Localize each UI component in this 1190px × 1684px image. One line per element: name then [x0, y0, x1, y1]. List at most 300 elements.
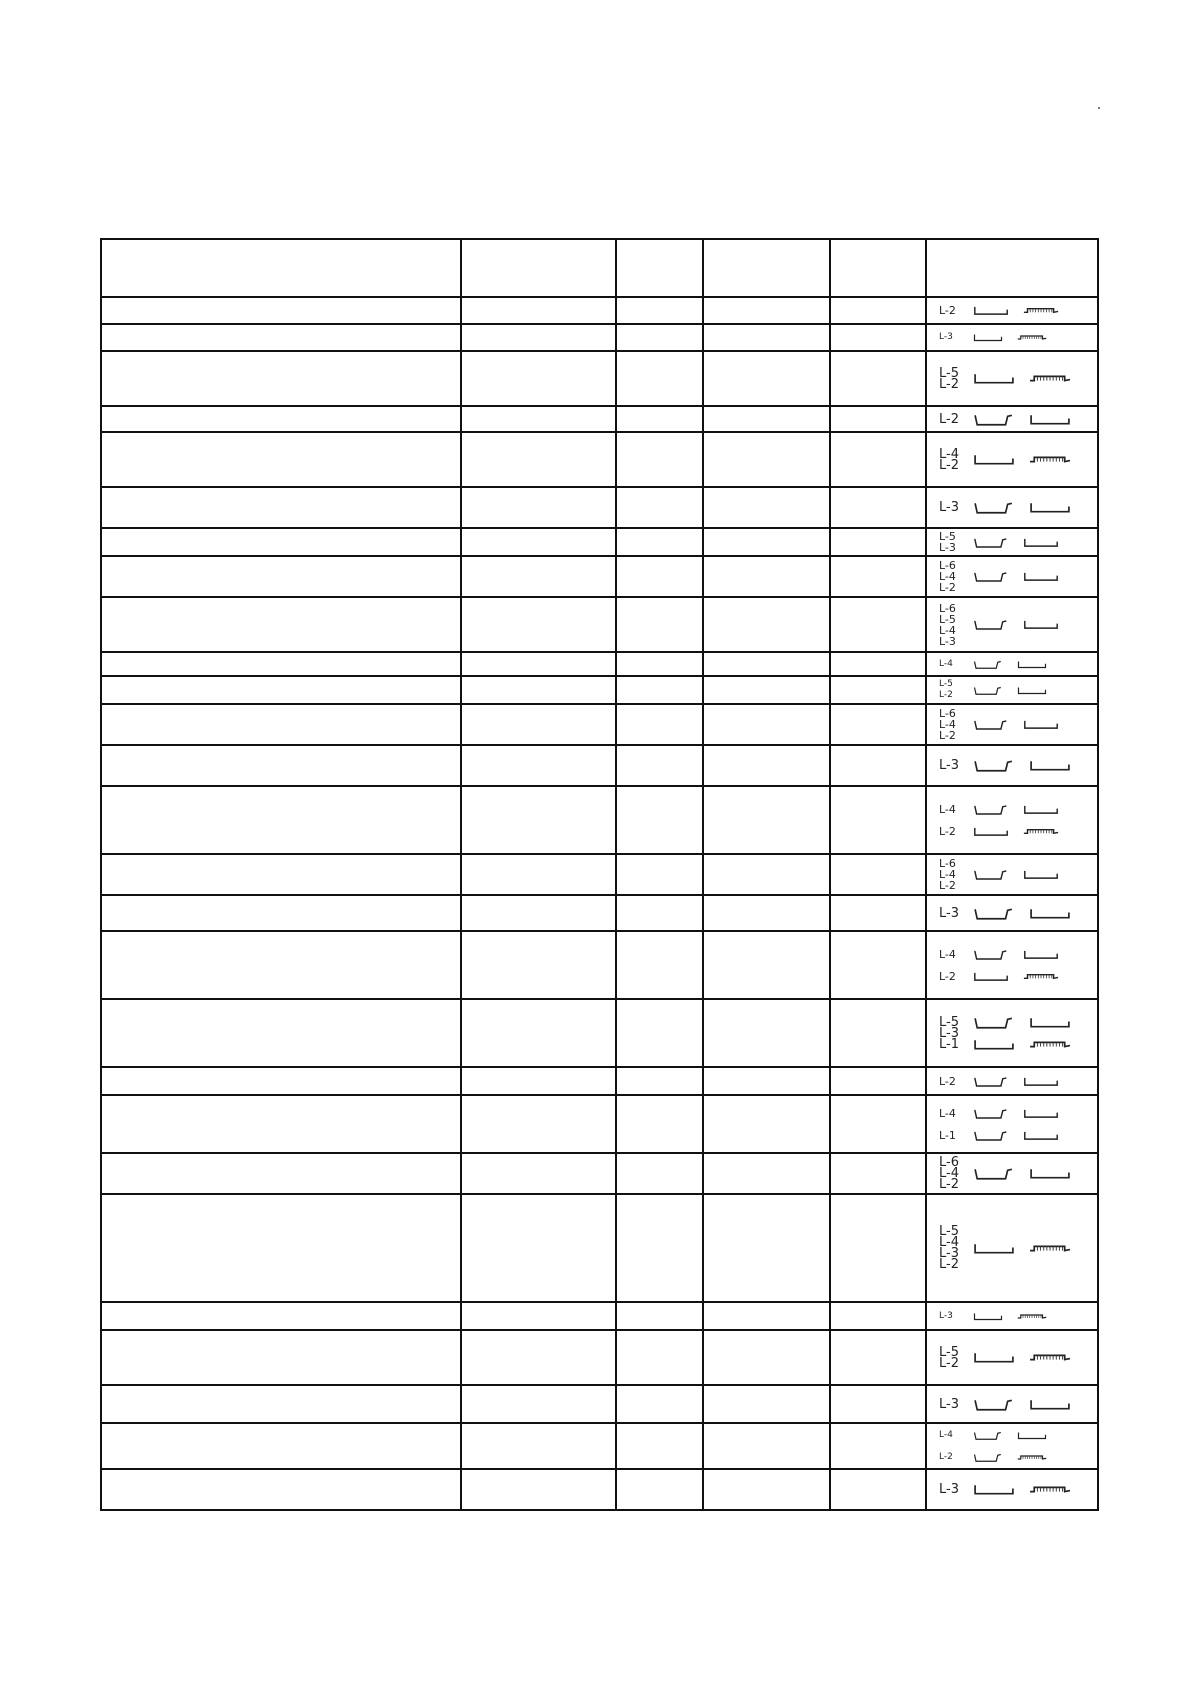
empty-cell: [616, 1302, 703, 1330]
tray-icon: [1023, 618, 1059, 631]
grill-icon: [1017, 1452, 1047, 1463]
empty-cell: [461, 999, 616, 1067]
empty-cell: [703, 854, 830, 895]
shelf-position-diagram: [926, 704, 1098, 745]
empty-cell: [703, 1469, 830, 1510]
shelf-position-diagram: [926, 1067, 1098, 1095]
position-group: [927, 1479, 1097, 1501]
position-group: [927, 300, 1097, 322]
empty-cell: [830, 1067, 926, 1095]
shelf-position-diagram: [926, 1194, 1098, 1302]
empty-cell: [616, 1423, 703, 1469]
empty-cell: [703, 528, 830, 556]
shelf-position-diagram: [926, 652, 1098, 676]
table-row: [101, 432, 1098, 487]
header-cell: [461, 239, 616, 297]
empty-cell: [101, 704, 461, 745]
table-row: [101, 1194, 1098, 1302]
level-label: L-2: [939, 1257, 959, 1272]
empty-cell: [703, 1302, 830, 1330]
level-label: L-5: [939, 365, 959, 381]
empty-cell: [616, 895, 703, 931]
tray-icon: [973, 371, 1015, 386]
grill-icon: [1029, 1241, 1071, 1256]
grill-icon: [1023, 825, 1059, 838]
empty-cell: [703, 487, 830, 528]
shelf-position-diagram: [926, 1423, 1098, 1469]
header-cell: [616, 239, 703, 297]
position-group: [927, 1424, 1097, 1446]
level-label: L-1: [939, 1036, 959, 1052]
header-cell: [703, 239, 830, 297]
empty-cell: [616, 1067, 703, 1095]
empty-cell: [101, 652, 461, 676]
empty-cell: [703, 406, 830, 432]
level-labels: [939, 1130, 969, 1141]
grill-icon: [1029, 1037, 1071, 1052]
empty-cell: [616, 406, 703, 432]
empty-cell: [616, 297, 703, 324]
grill-icon: [1023, 970, 1059, 983]
position-group: [927, 965, 1097, 987]
level-labels: [939, 659, 969, 670]
empty-cell: [101, 745, 461, 786]
empty-cell: [703, 556, 830, 597]
empty-cell: [101, 597, 461, 652]
empty-cell: [830, 1423, 926, 1469]
pan-icon: [973, 536, 1009, 549]
empty-cell: [461, 1153, 616, 1194]
table-row: [101, 324, 1098, 351]
empty-cell: [830, 1194, 926, 1302]
header-row: [101, 239, 1098, 297]
table-row: [101, 1423, 1098, 1469]
empty-cell: [830, 406, 926, 432]
level-label: L-3: [939, 634, 956, 648]
level-label: L-2: [939, 729, 956, 742]
empty-cell: [461, 351, 616, 406]
empty-cell: [101, 786, 461, 854]
empty-cell: [461, 1385, 616, 1423]
shelf-position-diagram: [926, 1153, 1098, 1194]
tray-icon: [1029, 1015, 1071, 1030]
position-group: [927, 560, 1097, 593]
empty-cell: [101, 1095, 461, 1153]
empty-cell: [830, 745, 926, 786]
level-label: L-5: [939, 1014, 959, 1030]
shelf-position-diagram: [926, 999, 1098, 1067]
pan-icon: [973, 412, 1015, 427]
level-label: L-2: [939, 304, 956, 317]
empty-cell: [616, 528, 703, 556]
level-labels: [939, 949, 969, 960]
empty-cell: [616, 652, 703, 676]
level-label: L-3: [939, 1396, 959, 1412]
pan-icon: [973, 500, 1015, 515]
empty-cell: [703, 1330, 830, 1385]
level-label: L-4: [939, 1429, 953, 1440]
table-row: [101, 999, 1098, 1067]
level-label: L-4: [939, 658, 953, 669]
empty-cell: [616, 556, 703, 597]
empty-cell: [703, 786, 830, 854]
level-labels: [939, 1396, 969, 1412]
empty-cell: [101, 1469, 461, 1510]
level-label: L-4: [939, 947, 956, 961]
empty-cell: [830, 704, 926, 745]
empty-cell: [830, 487, 926, 528]
level-label: L-4: [939, 868, 956, 881]
level-labels: [939, 365, 969, 392]
level-labels: [939, 708, 969, 741]
position-group: [927, 1124, 1097, 1146]
shelf-position-diagram: [926, 1302, 1098, 1330]
empty-cell: [703, 1423, 830, 1469]
accessory-position-table: [100, 238, 1099, 1511]
position-group: [927, 1344, 1097, 1371]
table-row: [101, 1330, 1098, 1385]
tray-icon: [1017, 1430, 1047, 1441]
empty-cell: [461, 432, 616, 487]
position-group: [927, 798, 1097, 820]
level-label: L-2: [939, 1355, 959, 1371]
shelf-position-diagram: [926, 487, 1098, 528]
empty-cell: [461, 1095, 616, 1153]
level-label: L-2: [939, 969, 956, 983]
empty-cell: [703, 1095, 830, 1153]
level-label: L-5: [939, 1224, 959, 1239]
tray-icon: [1023, 536, 1059, 549]
grill-icon: [1029, 371, 1071, 386]
empty-cell: [461, 556, 616, 597]
tray-icon: [1029, 412, 1071, 427]
tray-icon: [1023, 803, 1059, 816]
pan-icon: [973, 570, 1009, 583]
empty-cell: [703, 1385, 830, 1423]
tray-icon: [973, 1037, 1015, 1052]
empty-cell: [461, 324, 616, 351]
level-labels: [939, 531, 969, 553]
level-label: L-4: [939, 623, 956, 637]
empty-cell: [616, 1469, 703, 1510]
level-label: L-2: [939, 1451, 953, 1462]
level-labels: [939, 332, 969, 343]
shelf-position-diagram: [926, 895, 1098, 931]
level-label: L-5: [939, 1344, 959, 1360]
tray-icon: [1029, 500, 1071, 515]
empty-cell: [830, 324, 926, 351]
empty-cell: [703, 297, 830, 324]
position-group: [927, 365, 1097, 392]
level-labels: [939, 446, 969, 473]
position-group: [927, 708, 1097, 741]
position-group: [927, 408, 1097, 430]
empty-cell: [461, 895, 616, 931]
pan-icon: [973, 758, 1015, 773]
empty-cell: [616, 745, 703, 786]
empty-cell: [461, 786, 616, 854]
pan-icon: [973, 659, 1003, 670]
grill-icon: [1023, 304, 1059, 317]
level-labels: [939, 1452, 969, 1463]
position-group: [927, 497, 1097, 519]
level-label: L-6: [939, 559, 956, 572]
empty-cell: [101, 999, 461, 1067]
table-row: [101, 1302, 1098, 1330]
empty-cell: [830, 351, 926, 406]
empty-cell: [461, 931, 616, 999]
pan-icon: [973, 948, 1009, 961]
shelf-position-diagram: [926, 676, 1098, 704]
empty-cell: [461, 297, 616, 324]
level-label: L-1: [939, 1128, 956, 1142]
position-group: [927, 943, 1097, 965]
level-label: L-2: [939, 1177, 959, 1192]
empty-cell: [101, 528, 461, 556]
table-row: [101, 297, 1098, 324]
tray-icon: [1023, 948, 1059, 961]
tray-icon: [973, 1350, 1015, 1365]
empty-cell: [830, 895, 926, 931]
empty-cell: [616, 432, 703, 487]
empty-cell: [101, 556, 461, 597]
table-row: [101, 786, 1098, 854]
tray-icon: [1023, 570, 1059, 583]
level-label: L-2: [939, 457, 959, 473]
empty-cell: [101, 487, 461, 528]
level-labels: [939, 1108, 969, 1119]
pan-icon: [973, 618, 1009, 631]
empty-cell: [830, 528, 926, 556]
level-labels: [939, 1226, 969, 1270]
tray-icon: [1029, 1397, 1071, 1412]
level-label: L-4: [939, 718, 956, 731]
empty-cell: [101, 895, 461, 931]
level-label: L-4: [939, 570, 956, 583]
shelf-position-diagram: [926, 1095, 1098, 1153]
level-label: L-3: [939, 500, 959, 515]
pan-icon: [973, 1430, 1003, 1441]
empty-cell: [616, 324, 703, 351]
level-label: L-6: [939, 1155, 959, 1170]
level-label: L-2: [939, 1074, 956, 1088]
empty-cell: [830, 786, 926, 854]
empty-cell: [461, 704, 616, 745]
empty-cell: [461, 406, 616, 432]
stray-mark: [1098, 107, 1100, 109]
level-label: L-3: [939, 1482, 959, 1497]
level-label: L-6: [939, 601, 956, 615]
level-labels: [939, 1157, 969, 1190]
position-group: [927, 858, 1097, 891]
level-labels: [939, 1014, 969, 1052]
table-row: [101, 406, 1098, 432]
tray-icon: [973, 304, 1009, 317]
table-row: [101, 931, 1098, 999]
empty-cell: [461, 528, 616, 556]
empty-cell: [703, 676, 830, 704]
empty-cell: [616, 597, 703, 652]
shelf-position-diagram: [926, 1469, 1098, 1510]
grill-icon: [1017, 1311, 1047, 1322]
empty-cell: [101, 854, 461, 895]
level-labels: [939, 1076, 969, 1087]
tray-icon: [1023, 718, 1059, 731]
tray-icon: [973, 452, 1015, 467]
level-label: L-5: [939, 530, 956, 543]
position-group: [927, 755, 1097, 777]
tray-icon: [1023, 1075, 1059, 1088]
tray-icon: [973, 825, 1009, 838]
position-group: [927, 1157, 1097, 1190]
level-label: L-2: [939, 411, 959, 427]
empty-cell: [616, 1330, 703, 1385]
shelf-position-diagram: [926, 931, 1098, 999]
empty-cell: [830, 297, 926, 324]
empty-cell: [461, 1423, 616, 1469]
table-row: [101, 895, 1098, 931]
table-row: [101, 1095, 1098, 1153]
table-row: [101, 1153, 1098, 1194]
level-label: L-3: [939, 905, 959, 921]
empty-cell: [461, 597, 616, 652]
empty-cell: [830, 999, 926, 1067]
level-labels: [939, 679, 969, 701]
shelf-position-diagram: [926, 597, 1098, 652]
level-label: L-3: [939, 1310, 953, 1321]
level-labels: [939, 858, 969, 891]
empty-cell: [101, 931, 461, 999]
empty-cell: [830, 1469, 926, 1510]
empty-cell: [703, 1153, 830, 1194]
table-row: [101, 704, 1098, 745]
pan-icon: [973, 1166, 1015, 1181]
table-row: [101, 528, 1098, 556]
position-group: [927, 1070, 1097, 1092]
tray-icon: [973, 1241, 1015, 1256]
tray-icon: [973, 332, 1003, 343]
position-group: [927, 531, 1097, 553]
tray-icon: [1029, 906, 1071, 921]
pan-icon: [973, 1075, 1009, 1088]
empty-cell: [703, 931, 830, 999]
pan-icon: [973, 906, 1015, 921]
empty-cell: [830, 1302, 926, 1330]
level-labels: [939, 1484, 969, 1495]
table-row: [101, 1067, 1098, 1095]
pan-icon: [973, 718, 1009, 731]
shelf-position-diagram: [926, 556, 1098, 597]
empty-cell: [830, 931, 926, 999]
shelf-position-diagram: [926, 786, 1098, 854]
empty-cell: [101, 676, 461, 704]
tray-icon: [1023, 868, 1059, 881]
position-group: [927, 603, 1097, 647]
empty-cell: [616, 1153, 703, 1194]
empty-cell: [616, 1194, 703, 1302]
empty-cell: [461, 1067, 616, 1095]
shelf-position-diagram: [926, 1385, 1098, 1423]
empty-cell: [616, 931, 703, 999]
level-label: L-5: [939, 612, 956, 626]
level-labels: [939, 760, 969, 771]
empty-cell: [101, 351, 461, 406]
position-group: [927, 1305, 1097, 1327]
empty-cell: [101, 432, 461, 487]
level-label: L-3: [939, 332, 953, 342]
pan-icon: [973, 1397, 1015, 1412]
empty-cell: [830, 1385, 926, 1423]
tray-icon: [1029, 1166, 1071, 1181]
level-label: L-5: [939, 679, 953, 689]
level-label: L-3: [939, 541, 956, 554]
level-labels: [939, 1344, 969, 1371]
tray-icon: [1017, 659, 1047, 670]
empty-cell: [616, 351, 703, 406]
empty-cell: [101, 1423, 461, 1469]
empty-cell: [830, 597, 926, 652]
empty-cell: [616, 999, 703, 1067]
pan-icon: [973, 1129, 1009, 1142]
table-row: [101, 556, 1098, 597]
grill-icon: [1029, 452, 1071, 467]
level-labels: [939, 305, 969, 316]
empty-cell: [616, 854, 703, 895]
table-row: [101, 1385, 1098, 1423]
header-cell: [830, 239, 926, 297]
empty-cell: [101, 1067, 461, 1095]
table-row: [101, 652, 1098, 676]
shelf-position-diagram: [926, 745, 1098, 786]
table-row: [101, 854, 1098, 895]
empty-cell: [616, 676, 703, 704]
grill-icon: [1029, 1350, 1071, 1365]
table-row: [101, 351, 1098, 406]
empty-cell: [101, 1330, 461, 1385]
level-label: L-3: [939, 1246, 959, 1261]
empty-cell: [830, 1153, 926, 1194]
level-label: L-2: [939, 376, 959, 392]
empty-cell: [830, 652, 926, 676]
pan-icon: [973, 803, 1009, 816]
tray-icon: [973, 1482, 1015, 1497]
empty-cell: [703, 999, 830, 1067]
level-labels: [939, 826, 969, 837]
shelf-position-diagram: [926, 1330, 1098, 1385]
level-labels: [939, 502, 969, 513]
empty-cell: [830, 1095, 926, 1153]
empty-cell: [703, 1067, 830, 1095]
pan-icon: [973, 1015, 1015, 1030]
tray-icon: [973, 1311, 1003, 1322]
level-label: L-4: [939, 1166, 959, 1181]
position-group: [927, 653, 1097, 675]
level-labels: [939, 560, 969, 593]
empty-cell: [830, 676, 926, 704]
shelf-position-diagram: [926, 406, 1098, 432]
empty-cell: [616, 704, 703, 745]
level-labels: [939, 971, 969, 982]
empty-cell: [461, 1194, 616, 1302]
level-labels: [939, 905, 969, 921]
level-labels: [939, 1311, 969, 1322]
position-group: [927, 1393, 1097, 1415]
empty-cell: [830, 1330, 926, 1385]
empty-cell: [461, 652, 616, 676]
pan-icon: [973, 685, 1003, 696]
empty-cell: [703, 597, 830, 652]
level-label: L-6: [939, 707, 956, 720]
